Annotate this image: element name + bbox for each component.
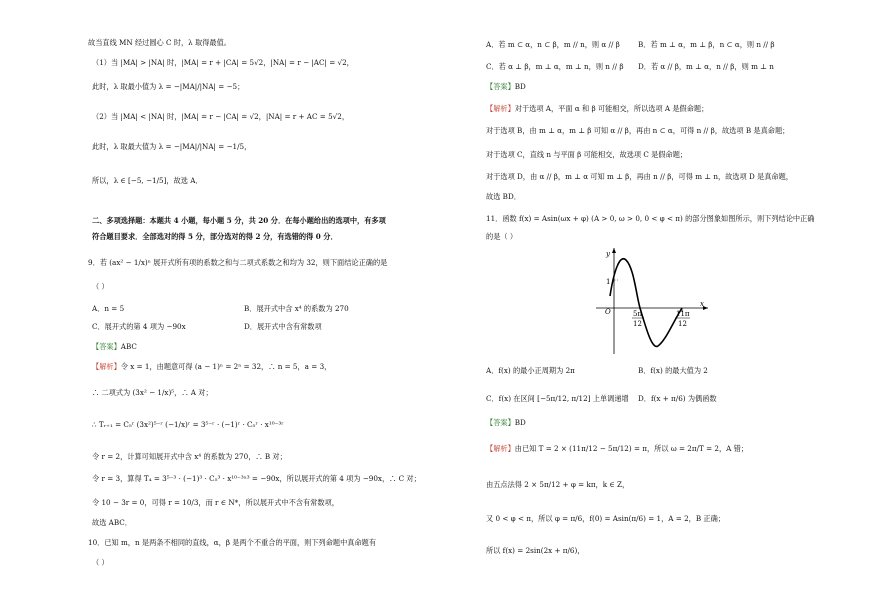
question-10: 10．已知 m，n 是两条不相同的直线，α，β 是两个不重合的平面，则下列命题中真命题有 <box>88 538 377 547</box>
option-b: B．展开式中含 x⁴ 的系数为 270 <box>244 304 349 313</box>
question-9-paren: （ ） <box>92 282 109 291</box>
text-line: （2）当 |MA| < |NA| 时，|MA| = r − |CA| = √2，|NA| = r + AC = 5√2， <box>92 112 350 121</box>
analysis-text: 令 r = 2，计算可知展开式中含 x⁴ 的系数为 270，∴ B 对； <box>92 452 287 461</box>
analysis-text: 故选 ABC． <box>92 518 132 527</box>
option-d: D．若 α // β，m ⊥ α，n // β，则 m ⊥ n <box>638 62 774 71</box>
analysis-text: ∴ Tᵣ₊₁ = C₅ʳ (3x²)⁵⁻ʳ (−1/x)ʳ = 3⁵⁻ʳ · (−1)ʳ · C₅ʳ · x¹⁰⁻³ʳ <box>92 420 284 429</box>
analysis-text: 故选 BD． <box>486 192 521 201</box>
question-9: 9．若 (ax² − 1/x)ⁿ 展开式所有项的系数之和与二项式系数之和均为 32，则下面结论正确的是 <box>88 258 388 267</box>
analysis-text: 所以 f(x) = 2sin(2x + π/6)， <box>486 546 585 555</box>
question-10-paren: （ ） <box>92 558 109 567</box>
tick-11pi-num: 11π <box>676 310 690 318</box>
answer-tag: 【答案】 <box>92 342 121 351</box>
analysis-text: 对于选项 B，由 m ⊥ α，m ⊥ β 可知 α // β，再由 n ⊂ α，可得 n // β，故选项 B 是真命题； <box>486 126 790 135</box>
analysis-line <box>92 362 331 372</box>
text-line: 此时，λ 取最小值为 λ = −|MA|/|NA| = −5； <box>92 82 245 91</box>
analysis-text: 对于选项 A，平面 α 和 β 可能相交，所以选项 A 是假命题； <box>514 104 709 113</box>
analysis-text: ∴ 二项式为 (3x² − 1/x)⁵，∴ A 对； <box>92 388 213 397</box>
text-line: 此时，λ 取最大值为 λ = −|MA|/|NA| = −1/5， <box>92 142 252 151</box>
tick-5pi-num: 5π <box>633 310 643 318</box>
answer-line <box>92 342 137 352</box>
option-a: A．n = 5 <box>92 304 125 313</box>
answer-line <box>486 418 526 428</box>
tick-11pi-den: 12 <box>678 320 687 328</box>
option-d: D．f(x + π/6) 为偶函数 <box>638 394 717 403</box>
option-c: C．f(x) 在区间 [−5π/12, π/12] 上单调递增 <box>486 394 629 403</box>
option-a: A．f(x) 的最小正周期为 2π <box>486 366 575 375</box>
analysis-line <box>486 104 708 114</box>
analysis-text: 又 0 < φ < π，所以 φ = π/6，f(0) = Asin(π/6) = 1，A = 2，B 正确； <box>486 514 725 523</box>
option-c: C．若 α ⊥ β，m ⊥ α，m ⊥ n，则 n // β <box>486 62 624 71</box>
option-b: B．若 m ⊥ α，m ⊥ β，n ⊂ α，则 n // β <box>638 40 775 49</box>
analysis-text: 令 10 − 3r = 0，可得 r = 10/3，而 r ∈ N*，所以展开式中不含有常数项， <box>92 498 339 507</box>
section-heading: 二、多项选择题：本题共 4 小题，每小题 5 分，共 20 分．在每小题给出的选项中，有多项 <box>92 216 386 225</box>
sine-curve <box>610 259 682 347</box>
analysis-text: 由已知 T = 2 × (11π/12 − 5π/12) = π，所以 ω = 2π/T = 2，A 错； <box>514 444 748 453</box>
analysis-line <box>486 444 748 454</box>
answer-line <box>486 82 526 92</box>
analysis-tag: 【解析】 <box>92 362 121 371</box>
option-b: B．f(x) 的最大值为 2 <box>638 366 708 375</box>
x-label: x <box>700 300 704 308</box>
y-label: y <box>606 250 610 258</box>
sine-graph <box>596 246 716 356</box>
answer-value: BD <box>514 82 526 91</box>
analysis-tag: 【解析】 <box>486 444 515 453</box>
origin-label: O <box>605 308 611 316</box>
text-line: 所以，λ ∈ [−5, −1/5]，故选 A． <box>92 176 203 185</box>
option-c: C．展开式的第 4 项为 −90x <box>92 322 186 331</box>
analysis-tag: 【解析】 <box>486 104 515 113</box>
option-a: A．若 m ⊂ α，n ⊂ β，m // n，则 α // β <box>486 40 620 49</box>
y-one-label: 1 <box>606 278 611 286</box>
tick-5pi-den: 12 <box>633 320 642 328</box>
analysis-text: 令 r = 3，算得 T₄ = 3⁵⁻³ · (−1)³ · C₅³ · x¹⁰⁻³ˣ³ = −90x，所以展开式的第 4 项为 −90x，∴ C 对； <box>92 474 421 483</box>
analysis-text: 对于选项 D，由 α // β，m ⊥ α 可知 m ⊥ β，再由 n // β，可得 m ⊥ n，故选项 D 是真命题， <box>486 172 793 181</box>
answer-tag: 【答案】 <box>486 82 515 91</box>
analysis-text: 令 x = 1，由题意可得 (a − 1)ⁿ = 2ⁿ = 32，∴ n = 5，a = 3， <box>120 362 332 371</box>
question-11-cont: 的是（ ） <box>486 232 518 241</box>
option-d: D．展开式中含有常数项 <box>244 322 322 331</box>
analysis-text: 由五点法得 2 × 5π/12 + φ = kπ，k ∈ Z， <box>486 480 630 489</box>
analysis-text: 对于选项 C，直线 n 与平面 β 可能相交，故选项 C 是假命题； <box>486 150 688 159</box>
answer-tag: 【答案】 <box>486 418 515 427</box>
answer-value: BD <box>514 418 526 427</box>
question-11: 11．函数 f(x) = Asin(ωx + φ) (A > 0, ω > 0, 0 < φ < π) 的部分图象如图所示，则下列结论中正确 <box>486 214 815 223</box>
answer-value: ABC <box>120 342 137 351</box>
section-heading: 符合题目要求．全部选对的得 5 分，部分选对的得 2 分，有选错的得 0 分． <box>92 232 338 241</box>
y-axis-arrow <box>612 248 616 253</box>
text-line: 故当直线 MN 经过圆心 C 时，λ 取得最值。 <box>88 38 231 47</box>
text-line: （1）当 |MA| > |NA| 时，|MA| = r + |CA| = 5√2，|NA| = r − |AC| = √2， <box>92 58 354 67</box>
